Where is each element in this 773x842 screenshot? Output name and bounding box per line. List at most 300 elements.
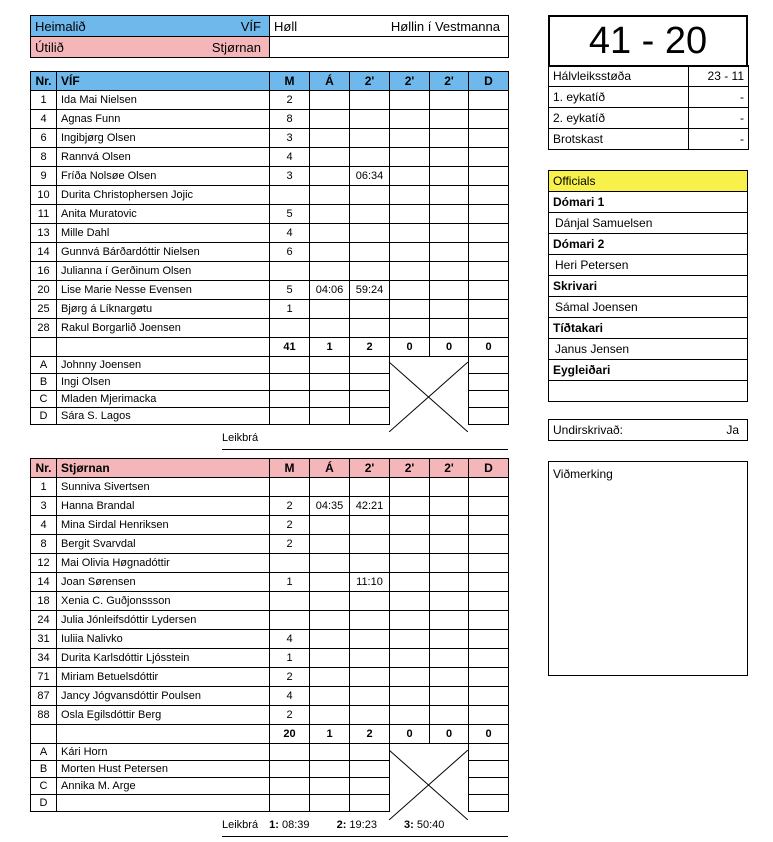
official-role: Eygleiðari xyxy=(549,360,748,381)
leikbra-2-label: 2: xyxy=(336,819,347,831)
player-s1: 06:34 xyxy=(350,167,390,186)
player-s3 xyxy=(430,167,469,186)
player-s2 xyxy=(390,186,430,205)
official-name xyxy=(549,381,748,402)
official-role-row xyxy=(549,318,748,339)
staff-d xyxy=(469,357,509,374)
player-s1 xyxy=(350,668,390,687)
officials-header-row xyxy=(549,171,748,192)
staff-name: Morten Hust Petersen xyxy=(57,761,270,778)
player-s3 xyxy=(430,611,469,630)
player-m: 2 xyxy=(270,516,310,535)
player-s1 xyxy=(350,592,390,611)
col-s2-header: 2' xyxy=(390,459,430,478)
staff-a xyxy=(310,374,350,391)
total-d: 0 xyxy=(469,725,509,744)
player-s2 xyxy=(390,129,430,148)
player-name: Rakul Borgarlið Joensen xyxy=(57,319,270,338)
player-s2 xyxy=(390,148,430,167)
player-s2 xyxy=(390,300,430,319)
player-a xyxy=(310,262,350,281)
player-d xyxy=(469,592,509,611)
player-s2 xyxy=(390,668,430,687)
player-name: Agnas Funn xyxy=(57,110,270,129)
score-detail-label: 1. eykatíð xyxy=(549,87,689,108)
player-s1 xyxy=(350,611,390,630)
staff-m xyxy=(270,778,310,795)
player-row xyxy=(31,478,509,497)
player-s2 xyxy=(390,649,430,668)
player-s1 xyxy=(350,186,390,205)
total-s1: 2 xyxy=(350,338,390,357)
player-number: 6 xyxy=(31,129,57,148)
staff-code: C xyxy=(31,391,57,408)
player-m: 2 xyxy=(270,91,310,110)
player-d xyxy=(469,554,509,573)
staff-d xyxy=(469,795,509,812)
player-number: 1 xyxy=(31,91,57,110)
col-m-header: M xyxy=(270,459,310,478)
player-s3 xyxy=(430,319,469,338)
player-s2 xyxy=(390,706,430,725)
player-m: 4 xyxy=(270,687,310,706)
official-name-row xyxy=(549,339,748,360)
player-row xyxy=(31,535,509,554)
player-name: Anita Muratovic xyxy=(57,205,270,224)
total-s3: 0 xyxy=(430,338,469,357)
home-label: Heimalið xyxy=(35,18,86,34)
player-a xyxy=(310,205,350,224)
player-s2 xyxy=(390,554,430,573)
player-number: 11 xyxy=(31,205,57,224)
player-m xyxy=(270,611,310,630)
player-m: 1 xyxy=(270,573,310,592)
col-s3-header: 2' xyxy=(430,459,469,478)
total-m: 41 xyxy=(270,338,310,357)
player-d xyxy=(469,630,509,649)
venue-label: Høll xyxy=(274,18,298,34)
total-s2: 0 xyxy=(390,338,430,357)
player-name: Joan Sørensen xyxy=(57,573,270,592)
player-d xyxy=(469,573,509,592)
player-a xyxy=(310,516,350,535)
player-d xyxy=(469,300,509,319)
player-row xyxy=(31,148,509,167)
player-a xyxy=(310,110,350,129)
player-s3 xyxy=(430,224,469,243)
staff-m xyxy=(270,408,310,425)
final-score-box xyxy=(548,15,748,67)
player-s3 xyxy=(430,706,469,725)
player-row xyxy=(31,611,509,630)
staff-name: Kári Horn xyxy=(57,744,270,761)
empty-header-cell xyxy=(270,37,509,58)
score-detail-row xyxy=(549,108,749,129)
player-s1 xyxy=(350,224,390,243)
player-s3 xyxy=(430,110,469,129)
player-s3 xyxy=(430,592,469,611)
score-detail-row xyxy=(549,129,749,150)
player-d xyxy=(469,611,509,630)
player-m xyxy=(270,186,310,205)
staff-m xyxy=(270,744,310,761)
away-team-name: Stjørnan xyxy=(211,39,261,55)
venue-cell xyxy=(270,16,509,37)
player-number: 16 xyxy=(31,262,57,281)
player-name: Jancy Jógvansdóttir Poulsen xyxy=(57,687,270,706)
total-a: 1 xyxy=(310,725,350,744)
totals-blank-name xyxy=(57,338,270,357)
player-name: Ida Mai Nielsen xyxy=(57,91,270,110)
staff-d xyxy=(469,391,509,408)
player-number: 14 xyxy=(31,573,57,592)
player-s3 xyxy=(430,630,469,649)
player-m: 8 xyxy=(270,110,310,129)
total-a: 1 xyxy=(310,338,350,357)
player-s2 xyxy=(390,91,430,110)
player-m: 2 xyxy=(270,535,310,554)
staff-code: B xyxy=(31,761,57,778)
col-d-header: D xyxy=(469,459,509,478)
player-a xyxy=(310,129,350,148)
score-detail-label: 2. eykatíð xyxy=(549,108,689,129)
player-a: 04:35 xyxy=(310,497,350,516)
home-leikbra-label: Leikbrá xyxy=(222,432,259,444)
staff-m xyxy=(270,795,310,812)
home-team-name: VÍF xyxy=(240,18,261,34)
player-name: Julia Jónleifsdóttir Lydersen xyxy=(57,611,270,630)
player-row xyxy=(31,497,509,516)
player-a xyxy=(310,319,350,338)
player-s1 xyxy=(350,205,390,224)
player-s3 xyxy=(430,687,469,706)
official-name: Dánjal Samuelsen xyxy=(549,213,748,234)
officials-title: Officials xyxy=(549,171,748,192)
col-a-header: Á xyxy=(310,459,350,478)
player-number: 88 xyxy=(31,706,57,725)
official-role: Dómari 2 xyxy=(549,234,748,255)
player-s3 xyxy=(430,148,469,167)
staff-s1 xyxy=(350,795,390,812)
player-a xyxy=(310,706,350,725)
player-d xyxy=(469,224,509,243)
leikbra-1-label: 1: xyxy=(269,819,279,831)
player-s3 xyxy=(430,668,469,687)
player-d xyxy=(469,110,509,129)
player-s2 xyxy=(390,224,430,243)
player-row xyxy=(31,668,509,687)
away-team-cell xyxy=(31,37,270,58)
player-number: 71 xyxy=(31,668,57,687)
col-s2-header: 2' xyxy=(390,72,430,91)
player-m xyxy=(270,592,310,611)
player-d xyxy=(469,497,509,516)
player-s1 xyxy=(350,535,390,554)
player-d xyxy=(469,535,509,554)
player-number: 9 xyxy=(31,167,57,186)
staff-name: Mladen Mjerimacka xyxy=(57,391,270,408)
column-header-row xyxy=(31,72,509,91)
official-role-row xyxy=(549,360,748,381)
staff-s1 xyxy=(350,408,390,425)
leikbra-2-time: 19:23 xyxy=(349,819,377,831)
staff-s1 xyxy=(350,778,390,795)
official-role: Tíðtakari xyxy=(549,318,748,339)
player-s3 xyxy=(430,91,469,110)
staff-name: Johnny Joensen xyxy=(57,357,270,374)
player-name: Sunniva Sivertsen xyxy=(57,478,270,497)
player-row xyxy=(31,706,509,725)
player-m xyxy=(270,319,310,338)
player-name: Mina Sirdal Henriksen xyxy=(57,516,270,535)
column-header-row xyxy=(31,459,509,478)
player-s3 xyxy=(430,573,469,592)
score-detail-label: Hálvleiksstøða xyxy=(549,66,689,87)
remarks-box xyxy=(548,461,748,676)
player-s2 xyxy=(390,630,430,649)
player-s1 xyxy=(350,243,390,262)
player-name: Mai Olivia Høgnadóttir xyxy=(57,554,270,573)
player-s1 xyxy=(350,319,390,338)
player-s3 xyxy=(430,478,469,497)
away-leikbra-row xyxy=(222,819,508,837)
team-name-header: Stjørnan xyxy=(57,459,270,478)
totals-blank-nr xyxy=(31,725,57,744)
player-number: 3 xyxy=(31,497,57,516)
player-m: 2 xyxy=(270,706,310,725)
player-s2 xyxy=(390,611,430,630)
player-name: Bergit Svarvdal xyxy=(57,535,270,554)
player-s2 xyxy=(390,319,430,338)
player-name: Iuliia Nalivko xyxy=(57,630,270,649)
player-d xyxy=(469,186,509,205)
player-m: 5 xyxy=(270,205,310,224)
player-s2 xyxy=(390,205,430,224)
score-detail-value: 23 - 11 xyxy=(689,66,749,87)
player-a xyxy=(310,91,350,110)
player-m: 4 xyxy=(270,148,310,167)
player-m: 2 xyxy=(270,668,310,687)
away-staff-cross xyxy=(389,750,468,820)
player-number: 1 xyxy=(31,478,57,497)
player-row xyxy=(31,687,509,706)
totals-blank-nr xyxy=(31,338,57,357)
player-s2 xyxy=(390,243,430,262)
col-s3-header: 2' xyxy=(430,72,469,91)
player-s1: 11:10 xyxy=(350,573,390,592)
player-a xyxy=(310,300,350,319)
venue-name: Høllin í Vestmanna xyxy=(390,18,500,34)
player-number: 87 xyxy=(31,687,57,706)
official-role: Dómari 1 xyxy=(549,192,748,213)
player-row xyxy=(31,224,509,243)
player-row xyxy=(31,262,509,281)
player-a xyxy=(310,148,350,167)
player-name: Julianna í Gerðinum Olsen xyxy=(57,262,270,281)
player-name: Miriam Betuelsdóttir xyxy=(57,668,270,687)
official-name-row xyxy=(549,213,748,234)
player-a xyxy=(310,243,350,262)
player-number: 18 xyxy=(31,592,57,611)
player-s1 xyxy=(350,148,390,167)
staff-s1 xyxy=(350,391,390,408)
staff-a xyxy=(310,761,350,778)
signed-value: Ja xyxy=(726,423,739,437)
official-role: Skrivari xyxy=(549,276,748,297)
staff-code: D xyxy=(31,795,57,812)
player-row xyxy=(31,554,509,573)
home-leikbra-row xyxy=(222,432,508,450)
player-s2 xyxy=(390,497,430,516)
player-row xyxy=(31,281,509,300)
leikbra-1-time: 08:39 xyxy=(281,819,310,831)
player-a xyxy=(310,611,350,630)
player-name: Xenia C. Guðjonssson xyxy=(57,592,270,611)
staff-name: Sára S. Lagos xyxy=(57,408,270,425)
player-d xyxy=(469,262,509,281)
player-row xyxy=(31,91,509,110)
staff-code: C xyxy=(31,778,57,795)
score-detail-value: - xyxy=(689,87,749,108)
player-s1: 42:21 xyxy=(350,497,390,516)
total-s2: 0 xyxy=(390,725,430,744)
player-number: 24 xyxy=(31,611,57,630)
player-a xyxy=(310,573,350,592)
col-s1-header: 2' xyxy=(350,459,390,478)
staff-code: A xyxy=(31,744,57,761)
score-detail-label: Brotskast xyxy=(549,129,689,150)
staff-code: B xyxy=(31,374,57,391)
official-name: Sámal Joensen xyxy=(549,297,748,318)
player-d xyxy=(469,516,509,535)
official-role-row xyxy=(549,234,748,255)
staff-code: A xyxy=(31,357,57,374)
player-m: 3 xyxy=(270,167,310,186)
player-row xyxy=(31,573,509,592)
player-a: 04:06 xyxy=(310,281,350,300)
player-s2 xyxy=(390,592,430,611)
score-detail-value: - xyxy=(689,108,749,129)
player-name: Durita Karlsdóttir Ljósstein xyxy=(57,649,270,668)
staff-name: Ingi Olsen xyxy=(57,374,270,391)
player-m: 1 xyxy=(270,300,310,319)
player-row xyxy=(31,516,509,535)
official-name-row xyxy=(549,381,748,402)
total-d: 0 xyxy=(469,338,509,357)
staff-a xyxy=(310,778,350,795)
staff-d xyxy=(469,761,509,778)
player-a xyxy=(310,687,350,706)
player-m: 6 xyxy=(270,243,310,262)
player-s2 xyxy=(390,262,430,281)
player-number: 20 xyxy=(31,281,57,300)
player-a xyxy=(310,592,350,611)
player-s2 xyxy=(390,687,430,706)
staff-a xyxy=(310,744,350,761)
player-s1 xyxy=(350,110,390,129)
player-a xyxy=(310,478,350,497)
player-number: 12 xyxy=(31,554,57,573)
player-d xyxy=(469,205,509,224)
score-detail-value: - xyxy=(689,129,749,150)
player-number: 25 xyxy=(31,300,57,319)
player-a xyxy=(310,668,350,687)
player-row xyxy=(31,186,509,205)
player-a xyxy=(310,186,350,205)
away-label: Útilið xyxy=(35,39,64,55)
player-m: 1 xyxy=(270,649,310,668)
player-s2 xyxy=(390,110,430,129)
player-s3 xyxy=(430,243,469,262)
player-s1 xyxy=(350,516,390,535)
player-m: 5 xyxy=(270,281,310,300)
staff-a xyxy=(310,408,350,425)
player-s1 xyxy=(350,300,390,319)
player-name: Ingibjørg Olsen xyxy=(57,129,270,148)
player-s3 xyxy=(430,516,469,535)
player-number: 28 xyxy=(31,319,57,338)
player-s3 xyxy=(430,300,469,319)
staff-s1 xyxy=(350,374,390,391)
player-s3 xyxy=(430,205,469,224)
player-s3 xyxy=(430,649,469,668)
col-nr-header: Nr. xyxy=(31,459,57,478)
player-d xyxy=(469,91,509,110)
player-name: Durita Christophersen Jojic xyxy=(57,186,270,205)
player-m: 2 xyxy=(270,497,310,516)
staff-d xyxy=(469,778,509,795)
leikbra-3-label: 3: xyxy=(404,819,414,831)
score-detail-row xyxy=(549,66,749,87)
player-row xyxy=(31,630,509,649)
staff-name: Annika M. Arge xyxy=(57,778,270,795)
player-row xyxy=(31,592,509,611)
player-m: 4 xyxy=(270,224,310,243)
player-row xyxy=(31,110,509,129)
player-s1 xyxy=(350,687,390,706)
player-s1 xyxy=(350,478,390,497)
staff-m xyxy=(270,761,310,778)
total-s1: 2 xyxy=(350,725,390,744)
player-number: 4 xyxy=(31,516,57,535)
official-role-row xyxy=(549,192,748,213)
player-s3 xyxy=(430,554,469,573)
score-details-table xyxy=(548,65,749,150)
player-d xyxy=(469,129,509,148)
home-staff-cross xyxy=(389,362,468,432)
player-d xyxy=(469,148,509,167)
player-s1 xyxy=(350,630,390,649)
totals-row xyxy=(31,725,509,744)
staff-d xyxy=(469,374,509,391)
official-name: Janus Jensen xyxy=(549,339,748,360)
player-name: Fríða Nolsøe Olsen xyxy=(57,167,270,186)
player-name: Osla Egilsdóttir Berg xyxy=(57,706,270,725)
player-s1 xyxy=(350,91,390,110)
player-a xyxy=(310,224,350,243)
staff-code: D xyxy=(31,408,57,425)
signed-label: Undirskrivað: xyxy=(553,423,624,437)
staff-s1 xyxy=(350,744,390,761)
score-detail-row xyxy=(549,87,749,108)
player-s2 xyxy=(390,573,430,592)
player-a xyxy=(310,554,350,573)
staff-m xyxy=(270,391,310,408)
team-name-header: VÍF xyxy=(57,72,270,91)
player-s2 xyxy=(390,167,430,186)
player-s2 xyxy=(390,535,430,554)
remarks-label: Viðmerking xyxy=(553,467,613,481)
